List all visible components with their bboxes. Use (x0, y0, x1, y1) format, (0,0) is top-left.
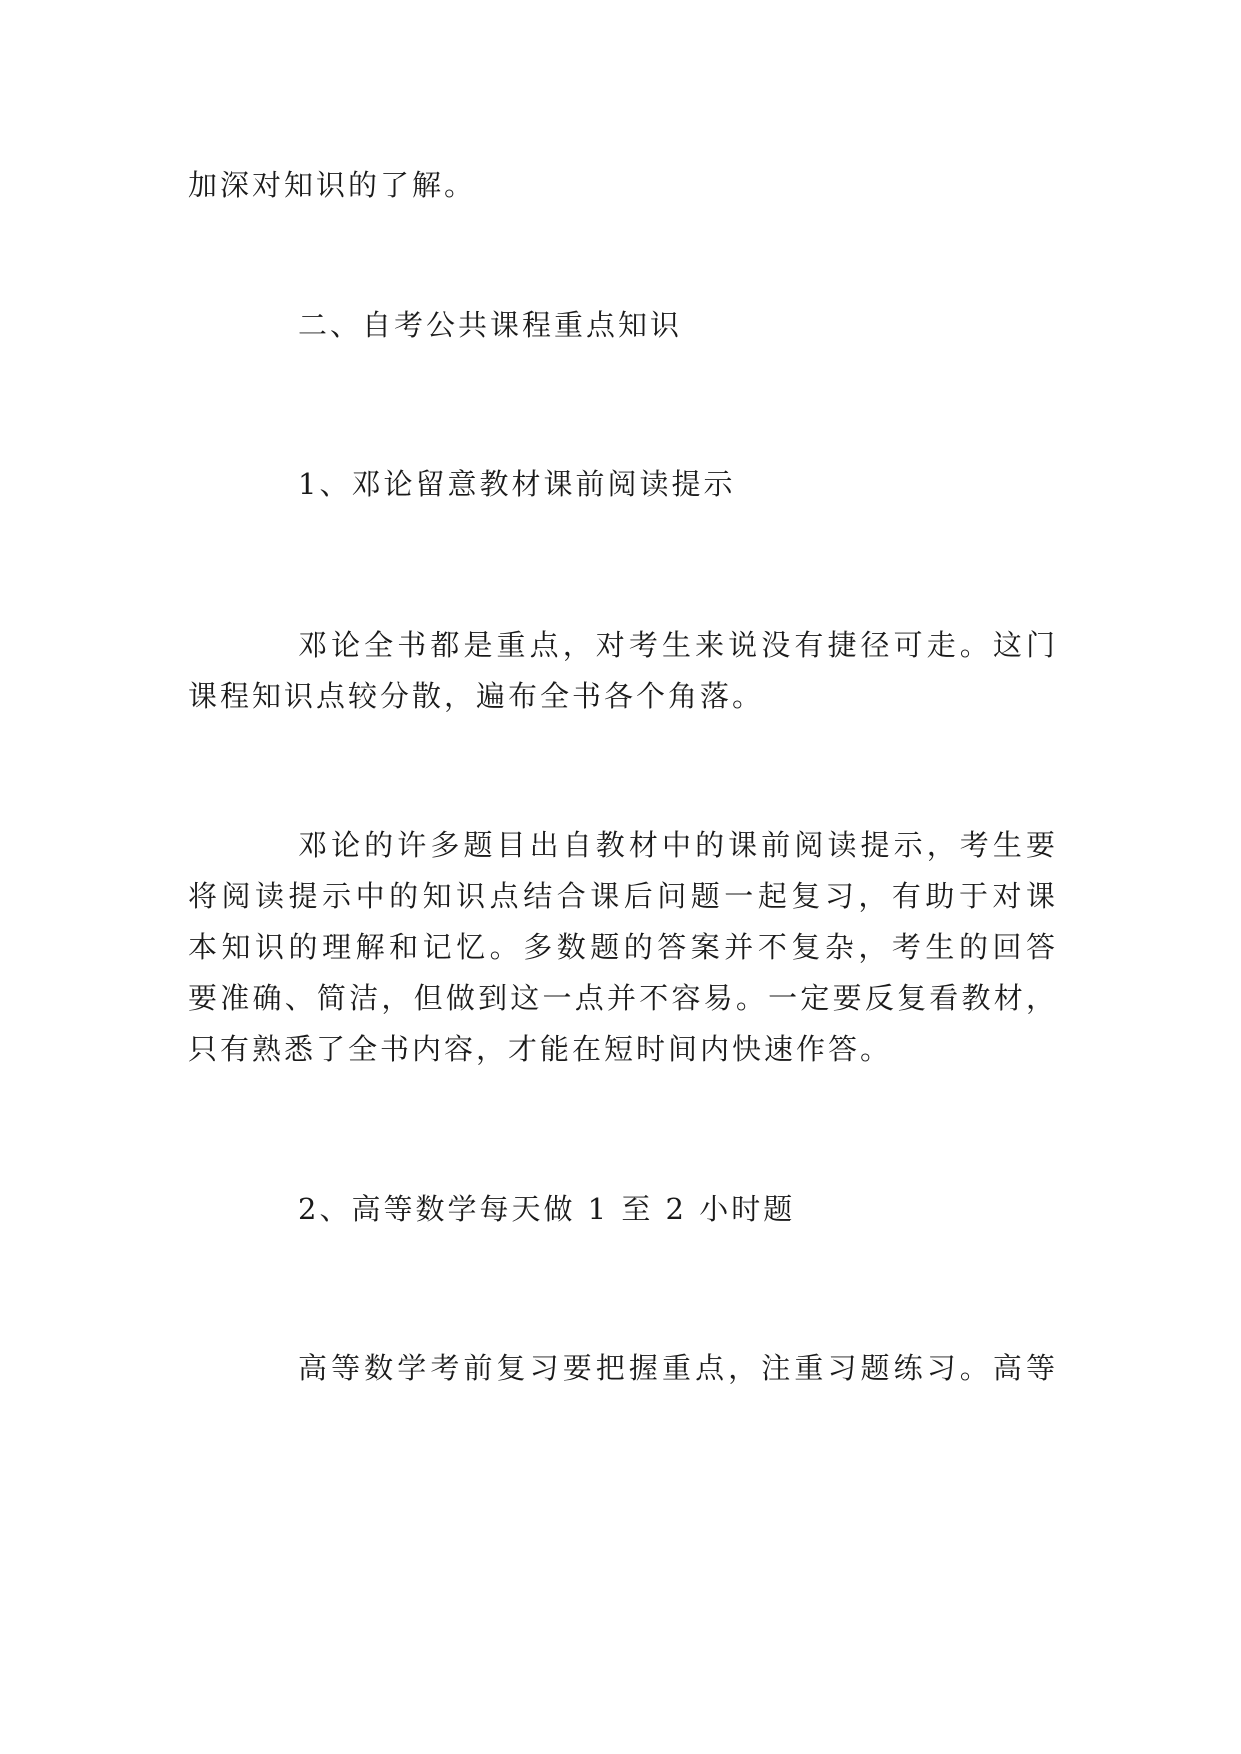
section-heading: 二、自考公共课程重点知识 (298, 308, 683, 342)
item-1-para-2-line-1: 邓论的许多题目出自教材中的课前阅读提示，考生要 (298, 828, 1058, 862)
item-1-para-2-line-5: 只有熟悉了全书内容，才能在短时间内快速作答。 (188, 1032, 893, 1066)
item-2-heading: 2、高等数学每天做 1 至 2 小时题 (298, 1192, 796, 1226)
item-1-heading: 1、邓论留意教材课前阅读提示 (298, 467, 736, 501)
item-1-para-2-line-2: 将阅读提示中的知识点结合课后问题一起复习，有助于对课 (188, 879, 1058, 913)
item-2-para-1-line-1: 高等数学考前复习要把握重点，注重习题练习。高等 (298, 1351, 1058, 1385)
item-1-para-2-line-4: 要准确、简洁，但做到这一点并不容易。一定要反复看教材， (188, 981, 1058, 1015)
continuation-line: 加深对知识的了解。 (188, 168, 477, 202)
item-1-para-1-line-2: 课程知识点较分散，遍布全书各个角落。 (188, 679, 765, 713)
item-1-para-1-line-1: 邓论全书都是重点，对考生来说没有捷径可走。这门 (298, 628, 1058, 662)
item-1-para-2-line-3: 本知识的理解和记忆。多数题的答案并不复杂，考生的回答 (188, 930, 1058, 964)
